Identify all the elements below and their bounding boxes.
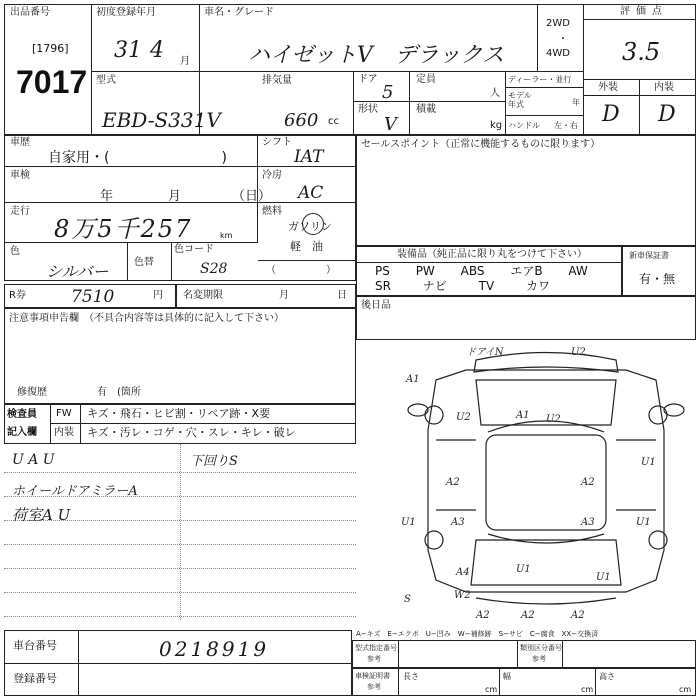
- fitting-block: [352, 640, 696, 668]
- inspector-head: [5, 405, 51, 443]
- fw-text: キズ・飛石・ヒビ割・リペア跡・X要: [87, 407, 271, 420]
- fw-row: [51, 405, 355, 424]
- equipment-box: [356, 246, 622, 296]
- model-year-box: [506, 88, 584, 116]
- handnote-2: ホイールドアミラーA: [12, 484, 138, 499]
- exterior-value: D: [602, 102, 620, 127]
- warranty-value: 有・無: [639, 272, 676, 286]
- fuel-label: 燃料: [262, 206, 282, 217]
- mark-u1-rear3: U1: [596, 572, 611, 583]
- inspection-day: （日）: [232, 189, 272, 204]
- mark-w2: W2: [454, 590, 471, 601]
- cc-unit: cc: [328, 116, 339, 127]
- cert-length: 長さ: [403, 672, 419, 681]
- exterior-val-box: [584, 96, 640, 135]
- warranty-box: [622, 246, 696, 296]
- model-value: ハイゼットV デラックス: [248, 43, 505, 68]
- cert-head: [353, 669, 399, 695]
- repair-value: 有 (箇所: [97, 387, 141, 398]
- rating-head: [584, 4, 696, 20]
- reg-year-label: 初度登録年月: [96, 7, 156, 18]
- drive-4wd: 4WD: [546, 48, 570, 59]
- mileage-box: [4, 203, 258, 243]
- rating-value: 3.5: [622, 38, 661, 66]
- eq-navi: ナビ: [422, 279, 447, 293]
- handle-box: [506, 116, 584, 135]
- exterior-label: 外装: [598, 82, 618, 93]
- interior-val-box: [640, 96, 696, 135]
- lot-code: [1796]: [32, 42, 69, 55]
- handnote-1: U A U: [12, 452, 55, 468]
- color-change-box: [128, 243, 172, 281]
- mark-s: S: [404, 594, 411, 605]
- eq-abs: ABS: [460, 264, 485, 278]
- fuel-gas: ガソリン: [288, 220, 332, 233]
- reg-year-box: [92, 4, 200, 72]
- interior-label: 内装: [654, 82, 674, 93]
- eq-tv: TV: [478, 279, 495, 293]
- cert-div2: [595, 669, 596, 695]
- mark-a2-bot2: A2: [521, 610, 535, 621]
- inner-label: 内装: [54, 427, 74, 438]
- capacity-label: 定員: [416, 74, 436, 85]
- fuel-bottom: [258, 261, 356, 281]
- aftermarket-box: [356, 296, 696, 340]
- cert-block: [352, 668, 696, 696]
- handnote-right: 下回りS: [190, 454, 238, 469]
- fuel-paren: （ ）: [266, 265, 336, 276]
- type-box: [92, 72, 221, 135]
- equipment-label: 装備品（純正品に限り丸をつけて下さい）: [397, 249, 587, 260]
- chassis-head: [5, 631, 79, 664]
- shape-box: [354, 102, 410, 135]
- eq-airbag: エアB: [510, 264, 543, 278]
- drive-dot: ・: [558, 34, 568, 45]
- recycle-box: [4, 284, 176, 308]
- color-box: [4, 243, 128, 281]
- eq-pw: PW: [415, 264, 435, 278]
- capacity-box: [410, 72, 506, 102]
- fw-label: FW: [56, 408, 72, 419]
- interior-head: [640, 80, 696, 96]
- cert-div1: [499, 669, 500, 695]
- sales-point-box: [356, 135, 696, 246]
- lot-box: [4, 4, 92, 135]
- mark-u1-rear: U1: [636, 517, 651, 528]
- cert-height: 高さ: [599, 672, 615, 681]
- shape-label: 形状: [358, 104, 378, 115]
- repair-label: 修復歴: [17, 387, 47, 398]
- mark-a1-hood: A1: [516, 410, 530, 421]
- inner-head: [51, 424, 81, 443]
- handnote-3: 荷室A U: [12, 506, 71, 524]
- registration-label: 登録番号: [13, 672, 57, 685]
- mark-u1-left: U1: [401, 517, 416, 528]
- recycle-label: R券: [9, 290, 26, 301]
- name-change-day: 日: [337, 290, 347, 301]
- door-label: ドア: [358, 74, 378, 85]
- dealer-box: [506, 72, 584, 88]
- mark-u2-left: U2: [456, 412, 471, 423]
- fw-head: [51, 405, 81, 424]
- exterior-head: [584, 80, 640, 96]
- eq-sr: SR: [375, 279, 391, 293]
- equipment-row1: [375, 265, 588, 277]
- inner-row: [51, 424, 355, 443]
- fitting-sub-label2: 参考: [532, 655, 546, 663]
- model-year-label2: 年式: [508, 100, 524, 109]
- chassis-val: [79, 631, 351, 664]
- mark-a1-left: A1: [406, 374, 420, 385]
- lot-number: 7017: [16, 64, 88, 100]
- eq-aw: AW: [568, 264, 588, 278]
- fitting-sub-label: 類別区分番号: [520, 644, 562, 652]
- drive-2wd: 2WD: [546, 18, 570, 29]
- color-label: 色: [10, 246, 20, 257]
- history-label: 車歴: [10, 137, 30, 148]
- mark-a3-right: A3: [581, 517, 595, 528]
- load-box: [410, 102, 506, 135]
- cert-length-unit: cm: [485, 685, 498, 694]
- rating-label: 評価点: [620, 6, 668, 17]
- mark-a2-bot1: A2: [476, 610, 490, 621]
- cert-label: 車検証明書: [355, 672, 390, 680]
- capacity-unit: 人: [490, 88, 500, 99]
- door-value: 5: [382, 82, 394, 103]
- inspection-label: 車検: [10, 170, 30, 181]
- reg-month-value: 4: [150, 38, 164, 63]
- mileage-value: 8万5千257: [54, 215, 193, 243]
- model-label: 車名・グレード: [204, 7, 274, 18]
- mileage-label: 走行: [10, 206, 30, 217]
- lot-label: 出品番号: [10, 7, 50, 18]
- inner-text: キズ・汚レ・コゲ・穴・スレ・キレ・破レ: [87, 426, 296, 439]
- fitting-label: 型式指定番号: [355, 644, 397, 652]
- eq-ps: PS: [375, 264, 390, 278]
- mileage-unit: km: [220, 231, 233, 240]
- name-change-month: 月: [279, 290, 289, 301]
- recycle-value: 7510: [71, 287, 115, 307]
- mark-a4: A4: [456, 567, 470, 578]
- mark-a2-left: A2: [446, 477, 460, 488]
- inspection-year: 年: [100, 189, 114, 204]
- reg-month-unit: 月: [180, 56, 190, 67]
- type-value: EBD-S331V: [102, 108, 221, 132]
- cert-label2: 参考: [367, 683, 381, 691]
- dealer-label: ディーラー・並行: [508, 75, 572, 84]
- color-code-box: [172, 243, 258, 281]
- type-label: 型式: [96, 75, 116, 86]
- cc-box: [200, 72, 354, 135]
- fitting-sub: [517, 641, 563, 667]
- inspector-label2: 記入欄: [7, 427, 37, 438]
- chassis-block: [4, 630, 352, 696]
- history-box: [4, 135, 258, 167]
- color-value: シルバー: [46, 262, 109, 281]
- chassis-label: 車台番号: [13, 639, 57, 652]
- inspector-label1: 検査員: [7, 409, 37, 420]
- sales-point-label: セールスポイント（正常に機能するものに限ります）: [361, 139, 601, 150]
- door-box: [354, 72, 410, 102]
- color-code-label: 色コード: [174, 244, 214, 255]
- shape-value: V: [384, 114, 397, 135]
- shift-box: [258, 135, 356, 167]
- fuel-box: [258, 203, 356, 261]
- shift-label: シフト: [262, 137, 292, 148]
- aircon-box: [258, 167, 356, 203]
- legend: A−キズ E−エクボ U−凹み W−補修跡 S−サビ C−腐食 XX−交換済: [356, 630, 599, 638]
- aircon-value: AC: [298, 183, 324, 203]
- inspection-month: 月: [168, 189, 182, 204]
- notes-box: [4, 308, 356, 404]
- reg-year-value: 31: [114, 38, 142, 63]
- rating-box: [584, 4, 696, 80]
- name-change-box: [176, 284, 356, 308]
- drive-box: [538, 4, 584, 72]
- cc-label: 排気量: [262, 75, 292, 86]
- registration-head: [5, 664, 79, 695]
- handle-label: ハンドル: [508, 121, 540, 130]
- shift-value: IAT: [294, 147, 324, 167]
- interior-value: D: [658, 102, 676, 127]
- equipment-row2: [375, 280, 550, 292]
- history-value: 自家用・( ): [48, 150, 227, 166]
- mark-a2-bot3: A2: [571, 610, 585, 621]
- name-change-label: 名変期限: [183, 290, 223, 301]
- rule-v: [180, 444, 181, 620]
- handle-options: 左・右: [554, 121, 578, 130]
- load-label: 積載: [416, 104, 436, 115]
- mark-u1-rear2: U1: [516, 564, 531, 575]
- fuel-diesel: 軽 油: [290, 240, 323, 253]
- eq-divider: [357, 262, 621, 263]
- mark-a1-front: ドアイN: [466, 347, 504, 358]
- mark-u2-front: U2: [571, 347, 586, 358]
- car-damage-diagram: [396, 340, 696, 625]
- model-year-unit: 年: [572, 98, 580, 107]
- chassis-value: 0218919: [159, 637, 270, 661]
- mark-u2-hood: U2: [546, 414, 561, 425]
- mark-a3-left: A3: [451, 517, 465, 528]
- inspector-box: [4, 404, 356, 444]
- cert-width: 幅: [503, 672, 511, 681]
- aircon-label: 冷房: [262, 170, 282, 181]
- cc-value: 660: [284, 110, 319, 131]
- model-box: [200, 4, 538, 72]
- color-change-label: 色替: [134, 257, 154, 268]
- color-code-value: S28: [200, 261, 228, 277]
- recycle-unit: 円: [153, 290, 163, 301]
- notes-lines: [4, 444, 356, 620]
- cert-width-unit: cm: [581, 685, 594, 694]
- mark-u1-right: U1: [641, 457, 656, 468]
- fuel-circle: [302, 213, 324, 235]
- warranty-label: 新車保証書: [629, 251, 669, 260]
- fitting-label2: 参考: [367, 655, 381, 663]
- notes-label: 注意事項申告欄 （不具合内容等は具体的に記入して下さい）: [9, 313, 284, 324]
- aftermarket-label: 後日品: [361, 300, 391, 311]
- load-unit: kg: [490, 120, 503, 131]
- mark-a2-right: A2: [581, 477, 595, 488]
- fitting-head: [353, 641, 399, 667]
- model-year-label: モデル: [508, 91, 532, 100]
- cert-height-unit: cm: [679, 685, 692, 694]
- eq-leather: カワ: [526, 279, 551, 293]
